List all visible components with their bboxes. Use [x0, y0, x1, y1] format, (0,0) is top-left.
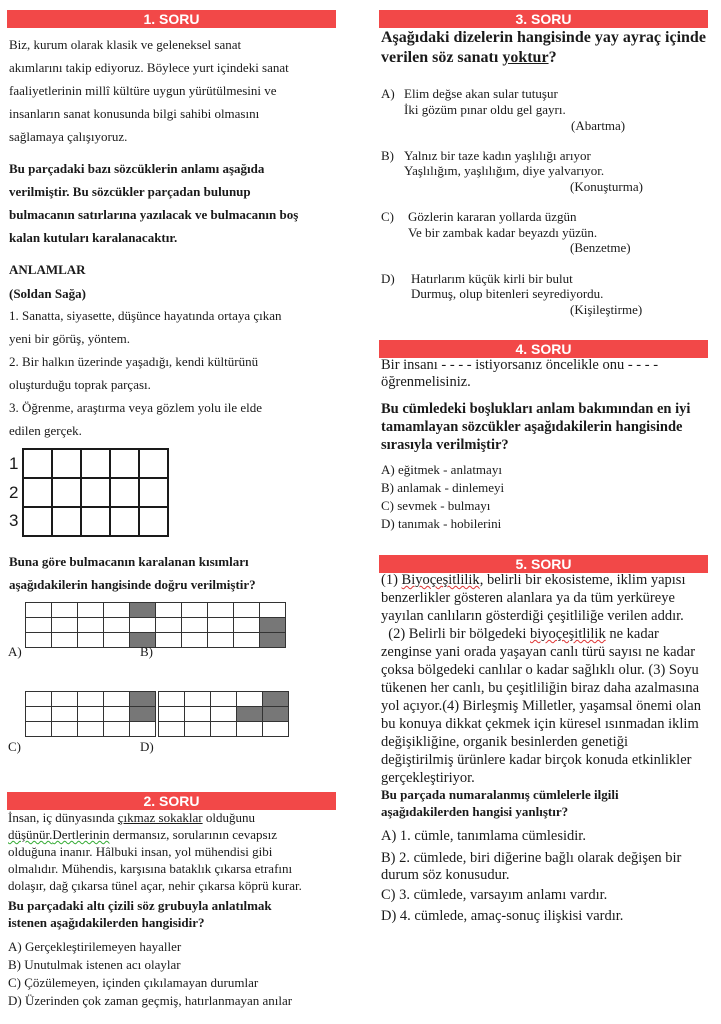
grid-cell: [234, 633, 260, 648]
spellcheck-text: Dertlerinin: [52, 827, 110, 842]
grid-cell: [26, 633, 52, 648]
grid-cell: [78, 722, 104, 737]
option-label: C): [8, 739, 21, 754]
grid-cell: [110, 449, 139, 478]
grid-cell: [130, 722, 156, 737]
text: verilen söz sanatı: [381, 49, 503, 66]
grid-cell: [260, 603, 286, 618]
q1-passage-line: insanların sanat konusunda bilgi sahibi olmasını: [9, 106, 260, 121]
shaded-cell: [130, 603, 156, 618]
verse-line: Gözlerin kararan yollarda üzgün: [408, 209, 577, 224]
q1-instruction-line: Bu parçadaki bazı sözcüklerin anlamı aşağıda: [9, 161, 265, 176]
spellcheck-text: biyoçeşitlilik: [530, 626, 606, 642]
q3-question-line: Aşağıdaki dizelerin hangisinde yay ayraç içinde: [381, 29, 706, 46]
q5-passage-line: tükenen her canlı, bu çeşitliliğin biraz daha azalmasına: [381, 680, 700, 696]
grid-cell: [139, 507, 168, 536]
grid-cell: [52, 478, 81, 507]
q5-question-line: aşağıdakilerden hangisi yanlıştır?: [381, 804, 569, 819]
grid-cell: [78, 692, 104, 707]
q3-question-line: [381, 49, 557, 67]
option-label: B): [381, 148, 394, 163]
grid-cell: [78, 707, 104, 722]
grid-cell: [182, 633, 208, 648]
grid-cell: [81, 449, 110, 478]
grid-cell: [110, 478, 139, 507]
q2-option-c[interactable]: C) Çözülemeyen, içinden çıkılamayan durumlar: [8, 975, 259, 990]
grid-cell: [182, 618, 208, 633]
grid-cell: [234, 618, 260, 633]
grid-cell: [104, 692, 130, 707]
q4-option-d[interactable]: D) tanımak - hobilerini: [381, 516, 502, 531]
grid-cell: [237, 692, 263, 707]
grid-cell: [52, 722, 78, 737]
q4-option-b[interactable]: B) anlamak - dinlemeyi: [381, 480, 505, 495]
q5-passage-line: gerçekleştiriyor.: [381, 770, 475, 786]
grid-cell: [26, 603, 52, 618]
shaded-cell: [130, 707, 156, 722]
grid-cell: [81, 478, 110, 507]
grid-cell: [237, 722, 263, 737]
figure-of-speech: (Benzetme): [570, 240, 631, 255]
q4-question-line: tamamlayan sözcükler aşağıdakilerin hangisinde: [381, 419, 683, 435]
grid-cell: [185, 707, 211, 722]
spellcheck-text: Biyoçeşitlilik: [401, 572, 480, 588]
q2-header: 2. SORU: [7, 792, 336, 810]
grid-cell: [81, 507, 110, 536]
grid-cell: [52, 633, 78, 648]
q2-passage-line: [8, 827, 277, 843]
q5-passage-line: [381, 626, 659, 643]
q2-passage-line: [8, 810, 255, 826]
q5-option-b[interactable]: B) 2. cümlede, biri diğerine bağlı olarak değişen bir: [381, 850, 682, 866]
underlined-phrase: çıkmaz sokaklar: [117, 810, 203, 825]
grid-cell: [185, 722, 211, 737]
q1-passage-line: faaliyetlerinin millî kültüre uygun yürütülmesini ve: [9, 83, 277, 98]
q2-passage-line: dolaşır, dağ çıkarsa tünel açar, nehir çıkarsa köprü kurar.: [8, 878, 302, 893]
verse-line: Durmuş, olup bitenleri seyrediyordu.: [411, 286, 604, 301]
q4-option-a[interactable]: A) eğitmek - anlatmayı: [381, 462, 502, 477]
grid-cell: [159, 692, 185, 707]
meaning-line: yeni bir görüş, yöntem.: [9, 331, 130, 346]
q4-question-line: Bu cümledeki boşlukları anlam bakımından en iyi: [381, 401, 691, 417]
verse-line: Elim değse akan sular tutuşur: [404, 86, 558, 101]
verse-line: Hatırlarım küçük kirli bir bulut: [411, 271, 573, 286]
q5-passage-line: [381, 572, 685, 589]
text: ne kadar: [605, 626, 659, 642]
verse-line: Ve bir zambak kadar beyazdı yüzün.: [408, 225, 598, 240]
q2-question-line: istenen aşağıdakilerden hangisidir?: [8, 915, 205, 930]
q4-sentence-line: öğrenmelisiniz.: [381, 374, 471, 390]
verse-line: Yalnız bir taze kadın yaşlılığı arıyor: [404, 148, 591, 163]
option-label: B): [140, 644, 153, 659]
grid-cell: [52, 692, 78, 707]
q1-header: 1. SORU: [7, 10, 336, 28]
grid-cell: [26, 692, 52, 707]
text: (1): [381, 572, 402, 588]
grid-cell: [208, 603, 234, 618]
option-c-grid: [25, 691, 156, 737]
figure-of-speech: (Konuşturma): [570, 179, 643, 194]
grid-cell: [26, 722, 52, 737]
q5-option-d[interactable]: D) 4. cümlede, amaç-sonuç ilişkisi vardır.: [381, 908, 624, 924]
text: olduğunu: [202, 810, 255, 825]
grid-cell: [104, 618, 130, 633]
text: dermansız, sorularının cevapsız: [109, 827, 277, 842]
grid-cell: [78, 633, 104, 648]
q5-question-line: Bu parçada numaralanmış cümlelerle ilgili: [381, 787, 619, 802]
grid-cell: [211, 707, 237, 722]
crossword-grid: [22, 448, 169, 537]
grid-cell: [52, 603, 78, 618]
option-label: D): [140, 739, 154, 754]
grid-cell: [26, 618, 52, 633]
verse-line: İki gözüm pınar oldu gel gayrı.: [404, 102, 566, 117]
q5-passage-line: zenginse yani orada yaşayan canlı türü sayısı ne kadar: [381, 644, 696, 660]
grid-cell: [159, 722, 185, 737]
option-b-grid: [155, 602, 286, 648]
grid-cell: [23, 507, 52, 536]
q1-passage-line: sağlamaya çalışıyoruz.: [9, 129, 128, 144]
grid-cell: [182, 603, 208, 618]
verse-line: Yaşlılığım, yaşlılığım, diye yalvarıyor.: [404, 163, 605, 178]
grid-cell: [156, 618, 182, 633]
grid-cell: [52, 449, 81, 478]
shaded-cell: [260, 633, 286, 648]
grid-cell: [23, 449, 52, 478]
grid-cell: [52, 507, 81, 536]
q5-option-b-cont: durum söz konusudur.: [381, 867, 510, 883]
grid-cell: [208, 618, 234, 633]
q2-passage-line: olmalıdır. Mühendis, karşısına bataklık çıkarsa etrafını: [8, 861, 293, 876]
grid-cell: [26, 707, 52, 722]
grid-cell: [208, 633, 234, 648]
grid-cell: [139, 478, 168, 507]
option-label: A): [381, 86, 395, 101]
grid-cell: [263, 722, 289, 737]
grid-cell: [156, 633, 182, 648]
grid-cell: [185, 692, 211, 707]
meaning-line: 2. Bir halkın üzerinde yaşadığı, kendi kültürünü: [9, 354, 259, 369]
grid-cell: [139, 449, 168, 478]
q5-option-c[interactable]: C) 3. cümlede, varsayım anlamı vardır.: [381, 887, 608, 903]
option-label: C): [381, 209, 394, 224]
option-label: A): [8, 644, 22, 659]
option-a-grid: [25, 602, 156, 648]
meanings-title: ANLAMLAR: [9, 262, 86, 277]
grid-cell: [156, 603, 182, 618]
grid-cell: [52, 618, 78, 633]
row-number: 1: [9, 454, 19, 473]
shaded-cell: [260, 618, 286, 633]
figure-of-speech: (Kişileştirme): [570, 302, 643, 317]
meanings-subtitle: (Soldan Sağa): [9, 286, 86, 301]
meaning-line: oluşturduğu toprak parçası.: [9, 377, 151, 392]
q5-passage-line: değiştirilmiş ürünlere kadar birçok konuda etkinlikler: [381, 752, 692, 768]
q5-passage-line: bu konuya dikkat çekmek için küresel ısınmadan iklim: [381, 716, 699, 732]
q5-passage-line: çoksa bölgedeki canlılar o kadar sağlıklı olur. (3) Soyu: [381, 662, 699, 678]
text: İnsan, iç dünyasında: [8, 810, 118, 825]
figure-of-speech: (Abartma): [571, 118, 626, 133]
q2-passage-line: olduğuna inanır. Hâlbuki insan, yol mühendisi gibi: [8, 844, 273, 859]
q2-question-line: Bu parçadaki altı çizili söz grubuyla anlatılmak: [8, 898, 272, 913]
spellcheck-text: düşünür.: [8, 827, 53, 842]
grid-cell: [104, 707, 130, 722]
grid-cell: [234, 603, 260, 618]
q5-passage-line: değişikliğine, organik besinlerden genetiği: [381, 734, 628, 750]
option-label: D): [381, 271, 395, 286]
q4-question-line: sırasıyla verilmiştir?: [381, 437, 509, 453]
q1-instruction-line: kalan kutuları karalanacaktır.: [9, 230, 178, 245]
row-number: 3: [9, 511, 19, 530]
text: , belirli bir ekosisteme, iklim yapısı: [479, 572, 686, 588]
text: (2) Belirli bir bölgedeki: [381, 626, 530, 642]
q5-passage-line: benzerlikler gösteren alanlara ya da tüm yerküreye: [381, 590, 675, 606]
q4-sentence-line: Bir insanı - - - - istiyorsanız öncelikle onu - - - -: [381, 357, 659, 373]
q2-option-a[interactable]: A) Gerçekleştirilemeyen hayaller: [8, 939, 182, 954]
grid-cell: [104, 603, 130, 618]
q4-header: 4. SORU: [379, 340, 708, 358]
q5-option-a[interactable]: A) 1. cümle, tanımlama cümlesidir.: [381, 828, 586, 844]
grid-cell: [104, 722, 130, 737]
meaning-line: edilen gerçek.: [9, 423, 82, 438]
q5-passage-line: yol açıyor.(4) Birleşmiş Milletler, yaşamsal önemi olan: [381, 698, 701, 714]
q4-option-c[interactable]: C) sevmek - bulmayı: [381, 498, 491, 513]
q1-passage-line: Biz, kurum olarak klasik ve geleneksel sanat: [9, 37, 242, 52]
q5-header: 5. SORU: [379, 555, 708, 573]
grid-cell: [211, 722, 237, 737]
q5-passage-line: yayılan canlıların gösterdiği çeşitliliğe verilen addır.: [381, 608, 684, 624]
grid-cell: [110, 507, 139, 536]
q2-option-d[interactable]: D) Üzerinden çok zaman geçmiş, hatırlanmayan anılar: [8, 993, 293, 1008]
grid-cell: [211, 692, 237, 707]
q1-instruction-line: bulmacanın satırlarına yazılacak ve bulmacanın boş: [9, 207, 299, 222]
meaning-line: 1. Sanatta, siyasette, düşünce hayatında ortaya çıkan: [9, 308, 282, 323]
row-number: 2: [9, 483, 19, 502]
shaded-cell: [263, 692, 289, 707]
q1-passage-line: akımlarını takip ediyoruz. Böylece yurt içindeki sanat: [9, 60, 289, 75]
grid-cell: [130, 618, 156, 633]
option-d-grid: [158, 691, 289, 737]
grid-cell: [52, 707, 78, 722]
meaning-line: 3. Öğrenme, araştırma veya gözlem yolu ile elde: [9, 400, 263, 415]
grid-cell: [78, 603, 104, 618]
q1-instruction-line: verilmiştir. Bu sözcükler parçadan bulunup: [9, 184, 251, 199]
q1-question-line: aşağıdakilerin hangisinde doğru verilmiştir?: [9, 577, 256, 592]
grid-cell: [78, 618, 104, 633]
grid-cell: [23, 478, 52, 507]
q3-header: 3. SORU: [379, 10, 708, 28]
emphasis-word: yoktur: [502, 49, 549, 66]
grid-cell: [159, 707, 185, 722]
grid-cell: [104, 633, 130, 648]
q1-question-line: Buna göre bulmacanın karalanan kısımları: [9, 554, 249, 569]
q2-option-b[interactable]: B) Unutulmak istenen acı olaylar: [8, 957, 181, 972]
text: ?: [548, 49, 557, 66]
shaded-cell: [130, 692, 156, 707]
shaded-cell: [263, 707, 289, 722]
shaded-cell: [237, 707, 263, 722]
